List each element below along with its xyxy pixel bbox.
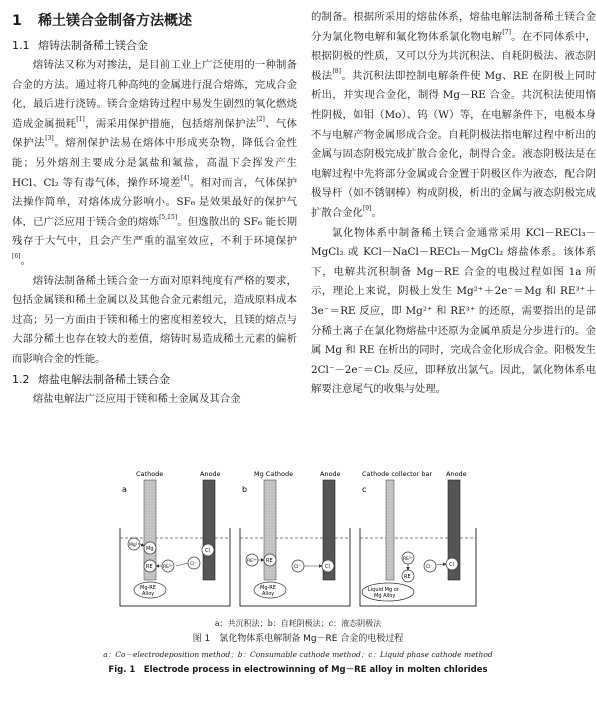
subsection-heading: 1.1 熔铸法制备稀土镁合金 [12,39,148,52]
svg-text:RE: RE [266,558,273,564]
anode-label: Anode [200,470,221,478]
section-heading: 1 稀土镁合金制备方法概述 [12,13,192,29]
citation[interactable]: [2] [256,115,265,123]
anode-label: Anode [446,470,467,478]
panel-letter: c [362,485,367,494]
panel-letter: b [242,485,248,494]
cathode-label: Cathode collector bar [362,470,433,478]
paragraph: 熔盐电解法广泛应用于镁和稀土金属及其合金 [32,392,241,405]
svg-text:Alloy: Alloy [142,591,155,597]
citation[interactable]: [4] [180,174,190,182]
citation[interactable]: [9] [362,204,372,212]
panel-b [240,470,350,606]
svg-text:Cl: Cl [325,564,330,570]
figure-electrode-process [118,468,478,616]
svg-text:Cl: Cl [449,562,454,568]
right-column [311,8,596,400]
citation[interactable]: [7] [502,28,511,36]
panel-c [360,470,476,606]
panel-letter: a [122,485,127,494]
paragraph: 熔铸法制备稀土镁合金一方面对原料纯度有严格的要求，包括金属镁和稀土金属以及其他合金元素组元，造成原料成本过高；另一方面由于镁和稀土的密度相差较大，且镁的熔点与大部分稀土也存在较大的差值，熔铸时易造成稀土元素的偏析而影响合金的性能。 [12,274,297,365]
svg-text:RE: RE [404,574,411,580]
citation[interactable]: [8] [332,67,341,75]
figure-caption-cn: 图 1 氯化物体系电解制备 Mg－RE 合金的电极过程 [192,634,404,644]
anode-label: Anode [320,470,341,478]
svg-text:Mg Alloy: Mg Alloy [374,593,396,599]
paragraph: 氯化物体系中制备稀土镁合金通常采用 KCl－RECl₃－MgCl₂ 或 KCl－NaCl－RECl₃－MgCl₂ 熔盐体系。该体系下，电解共沉积制备 Mg－RE 合金的电极过程如图 1a 所示，理论上来说，阴极上发生 Mg²⁺＋2e⁻＝Mg 和 RE³⁺＋3e⁻＝RE 反应，即 Mg²⁺ 和 RE³⁺ 的还原，需要指出的是部分稀土离子在氯化物熔盐中还原为金属单质是分步进行的。金属 Mg 和 RE 在析出的同时，完成合金化形成合金。阳极发生 2Cl⁻－2e⁻＝Cl₂ 反应，即释放出氯气。因此，氯化物体系电解要注意尾气的收集与处理。 [311,226,596,396]
svg-text:RE³⁺: RE³⁺ [403,557,414,562]
svg-text:RE: RE [146,564,153,570]
citation[interactable]: [3] [45,135,54,143]
anode-electrode [203,480,215,580]
svg-text:RE³⁺: RE³⁺ [247,559,258,564]
svg-text:Mg²⁺: Mg²⁺ [129,543,140,548]
panel-a [120,470,230,606]
svg-text:Mg: Mg [146,546,154,552]
paragraph: 的制备。根据所采用的熔盐体系，熔盐电解法制备稀土镁合金分为氯化物电解和氟化物体系氯化物电解[7]。在不同体系中，根据阴极的性质，又可以分为共沉积法、自耗阴极法、液态阴极法[8]。共沉积法即控制电解条件使 Mg、RE 在阴极上同时析出，并实现合金化，制得 Mg－RE 合金。共沉积法使用惰性阴极，如钼（Mo）、钨（W）等，在电解条件下，电极本身不与电解产物金属形成合金。自耗阴极法指电解过程中析出的金属与固态阴极完成扩散合金化，制得合金。液态阴极法是在电解过程中先将部分金属或合金置于阴极区作为液态，配合阴极导杆（如不锈钢棒）构成阴极，析出的金属与液态阴极完成扩散合金化[9]。 [311,11,596,219]
svg-text:Cl: Cl [205,548,210,554]
figure-subcaption-cn: a：共沉积法；b：自耗阴极法；c：液态阴极法 [214,619,382,628]
cathode-label: Mg Cathode [254,470,294,478]
svg-text:Mg-RE: Mg-RE [260,585,276,591]
svg-text:Alloy: Alloy [262,591,275,597]
electrode-diagram [118,468,478,616]
citation[interactable]: [5,15] [159,213,178,221]
figure-subcaption-en: a：Co－electrodeposition method；b：Consumable cathode method；c：Liquid phase cathode method [103,650,493,659]
paragraph: 熔铸法又称为对掺法，是目前工业上广泛使用的一种制备合金的方法。通过将几种高纯的金属进行混合熔炼，完成合金化，最后进行浇铸。镁合金熔铸过程中易发生剧烈的氧化燃烧造成金属损耗[1]，需采用保护措施，包括熔剂保护法[2]、气体保护法[3]。熔剂保护法易在熔体中形成夹杂物，降低合金性能；另外熔剂主要成分是氯盐和氟盐，高温下会挥发产生 HCl、Cl₂ 等有毒气体，操作环境差[4]。相对而言，气体保护法操作简单，对熔体成分影响小。SF₆ 是效果最好的保护气体，已广泛应用于镁合金的熔炼[5,15]。但逸散出的 SF₆ 能长期残存于大气中，且会产生严重的温室效应，不利于环境保护[6]。 [12,59,298,267]
cathode-label: Cathode [136,470,164,478]
left-column [12,8,297,409]
svg-text:Liquid Mg or: Liquid Mg or [368,587,399,593]
svg-text:Cl⁻: Cl⁻ [294,565,301,570]
collector-bar [386,480,394,580]
svg-text:Mg-RE: Mg-RE [140,585,156,591]
svg-text:RE³⁺: RE³⁺ [163,565,174,570]
svg-text:Cl⁻: Cl⁻ [190,562,197,567]
subsection-heading: 1.2 熔盐电解法制备稀土镁合金 [12,372,170,386]
svg-text:Cl⁻: Cl⁻ [426,565,433,570]
figure-caption-en: Fig. 1 Electrode process in electrowinning of Mg－RE alloy in molten chlorides [108,665,488,675]
citation[interactable]: [1] [76,115,85,123]
citation[interactable]: [6] [12,252,21,260]
